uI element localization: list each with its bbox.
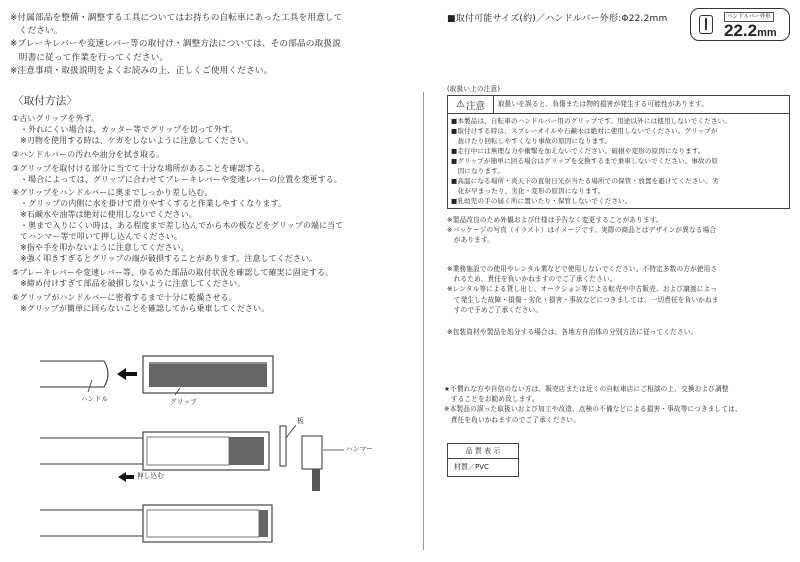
step-line: ※強く叩きすぎるとグリップの端が破損することがあります。注意してください。 xyxy=(12,253,318,263)
handlebar-bar-3 xyxy=(40,510,143,536)
note-line: することをお勧め致します。 xyxy=(444,395,539,404)
handlebar-bar-2 xyxy=(40,438,143,464)
caution-header xyxy=(448,96,789,114)
note-line: ★不慣れな方や自信のない方は、販売店または近くの自転車店にご相談の上、交換および調整 xyxy=(444,385,729,393)
notes-4 xyxy=(444,384,742,425)
step-line: ※グリップが簡単に回らないことを確認してから乗車してください。 xyxy=(12,303,270,313)
note-line: ※付属部品を整備・調整する工具についてはお持ちの自転車にあった工具を用意して xyxy=(10,13,343,23)
note-line: 責任を負いかねますのでご了承ください。 xyxy=(444,415,580,424)
caution-box xyxy=(447,95,790,209)
grip-label: グリップ xyxy=(170,398,197,406)
quality-value: 材質／PVC xyxy=(454,463,489,471)
caution-badge-label: 注意 xyxy=(465,100,485,112)
size-badge xyxy=(690,8,790,41)
top-notes xyxy=(10,12,343,78)
handle-label: ハンドル xyxy=(81,395,109,403)
grip-illustration-3 xyxy=(143,505,272,542)
caution-line: ■取付けする時は、スプレーオイルや石鹸水は絶対に使用しないでください。グリップが xyxy=(451,127,718,135)
push-label: 押し込む xyxy=(137,472,165,480)
grip-illustration xyxy=(143,356,273,393)
note-line: ※製品改良のため外観および仕様は予告なく変更することがあります。 xyxy=(447,216,663,224)
step-line: ④グリップをハンドルバーに奥までしっかり差し込む。 xyxy=(12,188,213,198)
note-line: ※レンタル等による貸し出し、オークション等による転売や中古販売、および譲渡によっ xyxy=(447,285,718,294)
step-line: ・外れにくい場合は、カッター等でグリップを切って外す。 xyxy=(12,124,238,134)
step-line: ※石鹸水や油等は絶対に使用しないでください。 xyxy=(12,210,197,220)
step-line: ③グリップを取付ける部分に当てて十分な場所があることを確認する。 xyxy=(12,163,270,173)
note-line: ※包装資材や製品を処分する場合は、各地方自治体の分別方法に従ってください。 xyxy=(447,328,698,336)
notes-3 xyxy=(447,327,697,337)
notes-1 xyxy=(447,215,716,246)
step-line: ⑥グリップがハンドルバーに密着するまで十分に乾燥させる。 xyxy=(12,292,237,302)
caution-header-text: 取扱いを誤ると、負傷または物的損害が発生する可能性があります。 xyxy=(498,100,709,108)
column-divider xyxy=(423,92,424,550)
caution-list xyxy=(451,116,731,206)
plate-illustration xyxy=(280,426,286,466)
step-line: ・グリップの内側に水を掛けて滑りやすくすると作業しやすくなります。 xyxy=(12,199,287,209)
step-line: ・場合によっては、グリップに合わせてブレーキレバーや変速レバーの位置を変更する。 xyxy=(12,174,342,184)
note-line: て発生した故障・損傷・劣化・損害・事故などにつきましては、一切責任を負いかねま xyxy=(447,295,719,304)
note-line: ※本製品の誤った取扱いおよび加工や改造、点検の不備などによる損害・事故等につきましては、 xyxy=(444,405,742,414)
quality-label-box xyxy=(447,443,519,477)
note-line: すので予めご了承ください。 xyxy=(447,305,543,314)
diameter-icon xyxy=(696,14,714,34)
badge-unit: mm xyxy=(757,27,777,39)
note-line: ※業務施設での使用やレンタル業などで使用しないでください。不特定多数の方が使用さ xyxy=(447,265,718,273)
caution-line: 因になります。 xyxy=(451,167,505,175)
badge-caption: ハンドルバー外形 xyxy=(724,12,774,22)
caution-line: 抜けたり回転しやすくなり事故の原因になります。 xyxy=(451,137,612,145)
step-line: ※刃物を使用する時は、ケガをしないように注意してください。 xyxy=(12,135,254,145)
notes-2 xyxy=(447,264,719,315)
caution-line: ■本製品は、自転車のハンドルバー用のグリップです。用途以外には使用しないでください。 xyxy=(451,117,732,125)
label-leaders xyxy=(286,425,344,450)
arrow-left-icon xyxy=(117,368,137,380)
caution-line: 化が早まったり、劣化・変形の原因になります。 xyxy=(451,187,605,195)
handlebar-bar xyxy=(40,361,108,387)
caution-line: ■走行中には無理な力や衝撃を加えないでください。破損や変形の原因になります。 xyxy=(451,147,705,155)
size-info-label: ■取付可能サイズ(約)／ハンドルバー外形:Φ22.2mm xyxy=(447,14,668,24)
handle-leader-line xyxy=(88,380,180,395)
step-line: ※締め付けすぎて部品を破損しないように注意してください。 xyxy=(12,278,246,288)
badge-number: 22.2 xyxy=(724,21,758,40)
grip-illustration-2 xyxy=(143,432,269,470)
arrow-left-icon xyxy=(118,472,134,482)
warning-icon: ⚠ xyxy=(456,99,465,110)
note-line: 明書に従って作業を行ってください。 xyxy=(10,52,169,63)
hammer-icon xyxy=(302,436,322,491)
caution-badge xyxy=(448,96,494,113)
install-steps xyxy=(12,114,343,314)
note-line: ※ブレーキレバーや変速レバー等の取付け・調整方法については、その部品の取扱説 xyxy=(10,39,341,50)
install-title: 〈取付方法〉 xyxy=(13,95,78,107)
step-line: てハンマー等で叩いて押し込んでください。 xyxy=(12,232,182,242)
badge-value xyxy=(724,21,777,41)
caution-line: ■高温になる場所・炎天下の直射日光が当たる場所での保管・放置を避けてください。劣 xyxy=(451,177,719,185)
quality-header: 品 質 表 示 xyxy=(448,444,518,459)
note-line: ください。 xyxy=(10,26,63,37)
plate-label: 板 xyxy=(297,417,304,425)
note-line: ※パッケージの写真（イラスト）はイメージです。実際の商品とはデザインが異なる場合 xyxy=(447,226,717,235)
note-line: ※注意事項・取扱説明をよくお読みの上、正しくご使用ください。 xyxy=(10,65,273,76)
step-line: ①古いグリップを外す。 xyxy=(12,114,100,123)
caution-line: ■乳幼児の手の届く所に置いたり・保管しないでください。 xyxy=(451,197,632,205)
note-line: があります。 xyxy=(447,236,495,245)
step-line: ②ハンドルバーの汚れや油分を拭き取る。 xyxy=(12,149,165,159)
caution-section-title: (取扱い上の注意) xyxy=(447,85,501,93)
step-line: ⑤ブレーキレバーや変速レバー等、ゆるめた部品の取付状況を確認して確実に固定する。 xyxy=(12,267,334,277)
step-line: ※指や手を叩かないように注意してください。 xyxy=(12,242,189,252)
caution-line: ■グリップが簡単に回る場合はグリップを交換するまで乗車しないでください。事故の原 xyxy=(451,157,719,165)
hammer-label: ハンマー xyxy=(346,445,374,453)
note-line: れるため、責任を負いかねますのでご了承ください。 xyxy=(447,275,617,284)
step-line: ・奥まで入りにくい時は、ある程度まで差し込んでから木の板などをグリップの端に当て xyxy=(12,221,344,231)
